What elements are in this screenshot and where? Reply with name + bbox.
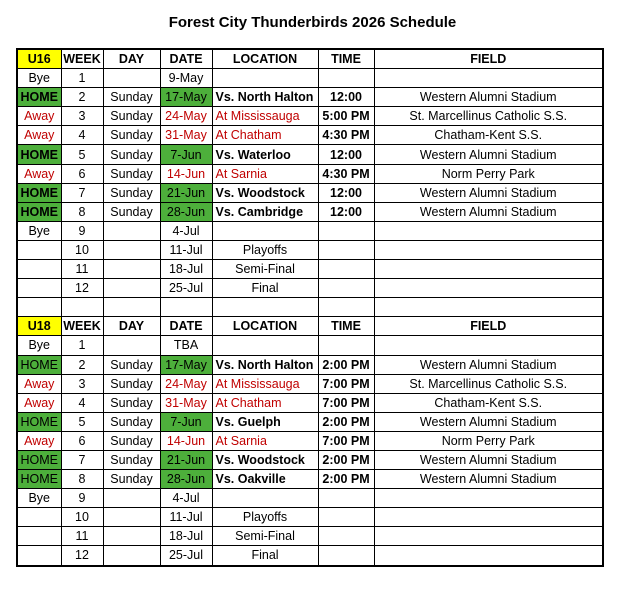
field-cell: Norm Perry Park — [374, 164, 603, 183]
day-cell: Sunday — [103, 470, 160, 489]
day-cell: Sunday — [103, 450, 160, 469]
game-type — [17, 279, 61, 298]
schedule-table — [16, 48, 604, 567]
week-cell: 7 — [61, 183, 103, 202]
u16-header-row — [17, 49, 603, 69]
date-cell: 18-Jul — [160, 527, 212, 546]
day-cell: Sunday — [103, 355, 160, 374]
day-cell: Sunday — [103, 107, 160, 126]
field-cell: St. Marcellinus Catholic S.S. — [374, 374, 603, 393]
spacer-row — [17, 298, 603, 317]
time-cell: 4:30 PM — [318, 126, 374, 145]
date-cell: 4-Jul — [160, 489, 212, 508]
day-cell: Sunday — [103, 164, 160, 183]
date-cell: 25-Jul — [160, 279, 212, 298]
game-type: HOME — [17, 183, 61, 202]
day-cell: Sunday — [103, 374, 160, 393]
field-cell — [374, 240, 603, 259]
field-cell: Chatham-Kent S.S. — [374, 393, 603, 412]
week-cell: 1 — [61, 69, 103, 88]
game-type: Away — [17, 126, 61, 145]
schedule-row — [17, 527, 603, 546]
time-cell: 12:00 — [318, 145, 374, 164]
week-cell: 5 — [61, 145, 103, 164]
day-cell: Sunday — [103, 88, 160, 107]
field-cell — [374, 336, 603, 355]
field-cell: Western Alumni Stadium — [374, 355, 603, 374]
date-cell: 18-Jul — [160, 260, 212, 279]
section-spacer — [17, 298, 603, 317]
location-cell — [212, 221, 318, 240]
location-cell: Vs. Oakville — [212, 470, 318, 489]
day-header: DAY — [103, 49, 160, 69]
location-cell: At Chatham — [212, 393, 318, 412]
game-type: HOME — [17, 88, 61, 107]
day-cell: Sunday — [103, 183, 160, 202]
day-header: DAY — [103, 317, 160, 336]
game-type: HOME — [17, 145, 61, 164]
schedule-row — [17, 145, 603, 164]
time-cell: 12:00 — [318, 183, 374, 202]
time-cell: 7:00 PM — [318, 431, 374, 450]
time-cell — [318, 260, 374, 279]
game-type: HOME — [17, 202, 61, 221]
schedule-row — [17, 412, 603, 431]
game-type — [17, 527, 61, 546]
location-cell: Semi-Final — [212, 527, 318, 546]
time-cell: 2:00 PM — [318, 355, 374, 374]
date-cell: 31-May — [160, 126, 212, 145]
day-cell — [103, 279, 160, 298]
time-header: TIME — [318, 49, 374, 69]
date-cell: 17-May — [160, 88, 212, 107]
week-cell: 12 — [61, 546, 103, 566]
location-cell: Final — [212, 546, 318, 566]
time-cell: 2:00 PM — [318, 470, 374, 489]
location-cell: At Sarnia — [212, 431, 318, 450]
field-cell — [374, 527, 603, 546]
week-header: WEEK — [61, 49, 103, 69]
schedule-row — [17, 489, 603, 508]
schedule-row — [17, 107, 603, 126]
u18-game-rows — [17, 336, 603, 566]
field-cell — [374, 69, 603, 88]
field-cell: Western Alumni Stadium — [374, 145, 603, 164]
week-cell: 5 — [61, 412, 103, 431]
game-type — [17, 240, 61, 259]
schedule-row — [17, 393, 603, 412]
time-cell — [318, 546, 374, 566]
date-cell: 28-Jun — [160, 202, 212, 221]
date-cell: TBA — [160, 336, 212, 355]
schedule-row — [17, 164, 603, 183]
time-cell: 7:00 PM — [318, 393, 374, 412]
location-cell: At Sarnia — [212, 164, 318, 183]
week-header: WEEK — [61, 317, 103, 336]
time-cell: 12:00 — [318, 202, 374, 221]
location-cell: Vs. Waterloo — [212, 145, 318, 164]
location-cell — [212, 69, 318, 88]
time-cell — [318, 527, 374, 546]
field-cell: Chatham-Kent S.S. — [374, 126, 603, 145]
location-cell: Playoffs — [212, 240, 318, 259]
date-cell: 24-May — [160, 107, 212, 126]
week-cell: 4 — [61, 393, 103, 412]
time-header: TIME — [318, 317, 374, 336]
week-cell: 10 — [61, 240, 103, 259]
location-cell: At Mississauga — [212, 107, 318, 126]
time-cell — [318, 489, 374, 508]
game-type — [17, 546, 61, 566]
day-cell: Sunday — [103, 126, 160, 145]
day-cell — [103, 260, 160, 279]
time-cell: 5:00 PM — [318, 107, 374, 126]
week-cell: 2 — [61, 88, 103, 107]
location-cell — [212, 489, 318, 508]
week-cell: 12 — [61, 279, 103, 298]
field-cell: Western Alumni Stadium — [374, 450, 603, 469]
day-cell — [103, 489, 160, 508]
week-cell: 3 — [61, 374, 103, 393]
day-cell — [103, 336, 160, 355]
game-type: Away — [17, 107, 61, 126]
field-cell — [374, 508, 603, 527]
week-cell: 11 — [61, 260, 103, 279]
date-cell: 31-May — [160, 393, 212, 412]
game-type: Away — [17, 164, 61, 183]
location-header: LOCATION — [212, 317, 318, 336]
time-cell: 2:00 PM — [318, 450, 374, 469]
week-cell: 10 — [61, 508, 103, 527]
schedule-row — [17, 450, 603, 469]
schedule-row — [17, 69, 603, 88]
game-type: HOME — [17, 412, 61, 431]
location-cell: Vs. Guelph — [212, 412, 318, 431]
schedule-row — [17, 279, 603, 298]
u16-game-rows — [17, 69, 603, 298]
location-cell: Vs. North Halton — [212, 88, 318, 107]
week-cell: 1 — [61, 336, 103, 355]
date-cell: 17-May — [160, 355, 212, 374]
schedule-row — [17, 431, 603, 450]
field-cell: Western Alumni Stadium — [374, 88, 603, 107]
date-cell: 28-Jun — [160, 470, 212, 489]
location-cell: Vs. Cambridge — [212, 202, 318, 221]
time-cell: 7:00 PM — [318, 374, 374, 393]
schedule-row — [17, 240, 603, 259]
week-cell: 8 — [61, 202, 103, 221]
date-header: DATE — [160, 49, 212, 69]
time-cell — [318, 69, 374, 88]
location-cell: Vs. North Halton — [212, 355, 318, 374]
location-cell: Playoffs — [212, 508, 318, 527]
field-cell — [374, 279, 603, 298]
game-type: Away — [17, 431, 61, 450]
game-type: Bye — [17, 489, 61, 508]
date-cell: 9-May — [160, 69, 212, 88]
date-cell: 4-Jul — [160, 221, 212, 240]
field-cell: Western Alumni Stadium — [374, 202, 603, 221]
u18-section — [17, 317, 603, 336]
date-cell: 7-Jun — [160, 412, 212, 431]
time-cell: 4:30 PM — [318, 164, 374, 183]
week-cell: 4 — [61, 126, 103, 145]
date-cell: 14-Jun — [160, 164, 212, 183]
field-cell — [374, 489, 603, 508]
time-cell: 12:00 — [318, 88, 374, 107]
game-type: HOME — [17, 470, 61, 489]
location-cell: Final — [212, 279, 318, 298]
field-cell — [374, 221, 603, 240]
schedule-row — [17, 202, 603, 221]
week-cell: 9 — [61, 489, 103, 508]
date-cell: 21-Jun — [160, 183, 212, 202]
day-cell — [103, 240, 160, 259]
day-cell — [103, 69, 160, 88]
schedule-row — [17, 336, 603, 355]
field-header: FIELD — [374, 49, 603, 69]
day-cell: Sunday — [103, 145, 160, 164]
page-title: Forest City Thunderbirds 2026 Schedule — [168, 14, 457, 31]
day-cell: Sunday — [103, 412, 160, 431]
week-cell: 2 — [61, 355, 103, 374]
day-cell — [103, 221, 160, 240]
week-cell: 11 — [61, 527, 103, 546]
schedule-row — [17, 508, 603, 527]
date-cell: 7-Jun — [160, 145, 212, 164]
field-header: FIELD — [374, 317, 603, 336]
schedule-row — [17, 355, 603, 374]
week-cell: 6 — [61, 164, 103, 183]
date-cell: 11-Jul — [160, 508, 212, 527]
date-header: DATE — [160, 317, 212, 336]
day-cell — [103, 508, 160, 527]
time-cell — [318, 508, 374, 527]
location-cell: Vs. Woodstock — [212, 183, 318, 202]
week-cell: 7 — [61, 450, 103, 469]
division-badge: U18 — [17, 317, 61, 336]
location-cell: At Chatham — [212, 126, 318, 145]
location-cell: Semi-Final — [212, 260, 318, 279]
game-type: Bye — [17, 336, 61, 355]
field-cell: Western Alumni Stadium — [374, 470, 603, 489]
schedule-row — [17, 88, 603, 107]
day-cell: Sunday — [103, 431, 160, 450]
date-cell: 21-Jun — [160, 450, 212, 469]
time-cell — [318, 221, 374, 240]
day-cell — [103, 527, 160, 546]
game-type — [17, 508, 61, 527]
game-type: HOME — [17, 355, 61, 374]
schedule-row — [17, 260, 603, 279]
time-cell — [318, 240, 374, 259]
schedule-row — [17, 126, 603, 145]
week-cell: 3 — [61, 107, 103, 126]
field-cell: St. Marcellinus Catholic S.S. — [374, 107, 603, 126]
field-cell: Norm Perry Park — [374, 431, 603, 450]
u16-section — [17, 49, 603, 69]
schedule-row — [17, 221, 603, 240]
game-type: Away — [17, 374, 61, 393]
field-cell — [374, 260, 603, 279]
day-cell: Sunday — [103, 393, 160, 412]
schedule-row — [17, 546, 603, 566]
date-cell: 24-May — [160, 374, 212, 393]
day-cell: Sunday — [103, 202, 160, 221]
game-type — [17, 260, 61, 279]
schedule-row — [17, 470, 603, 489]
schedule-row — [17, 374, 603, 393]
location-cell: Vs. Woodstock — [212, 450, 318, 469]
u18-header-row — [17, 317, 603, 336]
time-cell: 2:00 PM — [318, 412, 374, 431]
game-type: Bye — [17, 221, 61, 240]
game-type: Bye — [17, 69, 61, 88]
field-cell — [374, 546, 603, 566]
game-type: Away — [17, 393, 61, 412]
game-type: HOME — [17, 450, 61, 469]
date-cell: 14-Jun — [160, 431, 212, 450]
week-cell: 9 — [61, 221, 103, 240]
location-cell: At Mississauga — [212, 374, 318, 393]
week-cell: 8 — [61, 470, 103, 489]
date-cell: 11-Jul — [160, 240, 212, 259]
division-badge: U16 — [17, 49, 61, 69]
date-cell: 25-Jul — [160, 546, 212, 566]
location-header: LOCATION — [212, 49, 318, 69]
field-cell: Western Alumni Stadium — [374, 183, 603, 202]
schedule-row — [17, 183, 603, 202]
location-cell — [212, 336, 318, 355]
week-cell: 6 — [61, 431, 103, 450]
time-cell — [318, 336, 374, 355]
field-cell: Western Alumni Stadium — [374, 412, 603, 431]
day-cell — [103, 546, 160, 566]
time-cell — [318, 279, 374, 298]
